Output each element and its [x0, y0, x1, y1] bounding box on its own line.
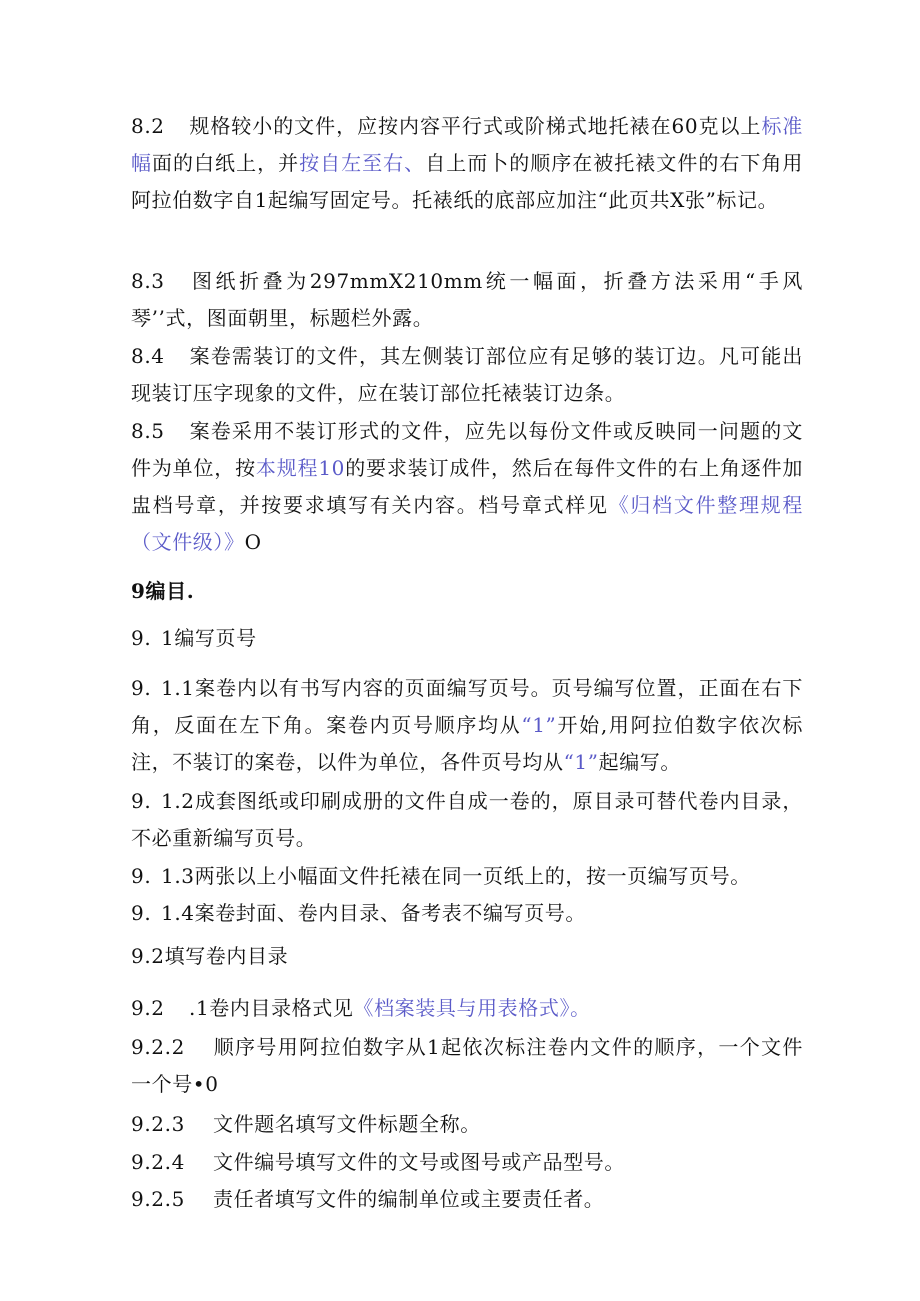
paragraph-9-1-4: 9. 1.4案卷封面、卷内目录、备考表不编写页号。 — [131, 895, 803, 932]
clause-number: 9. — [131, 901, 152, 925]
link-left-to-right[interactable]: 按自左至右、 — [299, 151, 426, 175]
paragraph-9-2-1: 9.2 .1卷内目录格式见《档案装具与用表格式》。 — [131, 990, 803, 1027]
link-standard-size[interactable]: 标准幅 — [131, 114, 804, 175]
heading-9: 9编目. — [131, 579, 195, 603]
clause-number: 9.2.5 — [131, 1187, 185, 1211]
clause-number: 9.2 — [131, 996, 165, 1020]
paragraph-9-1-3: 9. 1.3两张以上小幅面文件托裱在同一页纸上的，按一页编写页号。 — [131, 858, 803, 895]
link-archive-rules[interactable]: 《归档文件整理规程（文件级）》 — [131, 493, 803, 554]
paragraph-8-4: 8.4 案卷需装订的文件，其左侧装订部位应有足够的装订边。凡可能出现装订压字现象的文件，应在装订部位托裱装订边条。 — [131, 338, 803, 412]
paragraph-9-1-1: 9. 1.1案卷内以有书写内容的页面编写页号。页号编写位置，正面在右下角，反面在左下角。案卷内页号顺序均从“1”开始,用阿拉伯数字依次标注，不装订的案卷，以件为单位，各件页号均从“1”起编写。 — [131, 670, 803, 781]
clause-number: 9. — [131, 626, 152, 650]
clause-number: 9.2.4 — [131, 1150, 185, 1174]
paragraph-9-1-2: 9. 1.2成套图纸或印刷成册的文件自成一卷的，原目录可替代卷内目录，不必重新编写页号。 — [131, 783, 803, 857]
heading-9-2: 9.2填写卷内目录 — [131, 944, 289, 968]
paragraph-9-2-4: 9.2.4 文件编号填写文件的文号或图号或产品型号。 — [131, 1144, 803, 1181]
clause-number: 9.2.2 — [131, 1035, 185, 1059]
clause-number: 8.3 — [131, 269, 165, 293]
paragraph-9-2-5: 9.2.5 责任者填写文件的编制单位或主要责任者。 — [131, 1181, 803, 1218]
clause-number: 8.4 — [131, 344, 165, 368]
clause-number: 9. — [131, 864, 152, 888]
link-rule-10[interactable]: 本规程10 — [255, 456, 346, 480]
paragraph-9-2-2: 9.2.2 顺序号用阿拉伯数字从1起依次标注卷内文件的顺序，一个文件一个号•0 — [131, 1029, 803, 1103]
heading-9-1: 9. 1编写页号 — [131, 620, 803, 657]
clause-number: 9. — [131, 789, 152, 813]
clause-number: 8.2 — [131, 114, 165, 138]
clause-number: 8.5 — [131, 419, 165, 443]
clause-number: 9.2.3 — [131, 1112, 185, 1136]
paragraph-8-5: 8.5 案卷采用不装订形式的文件，应先以每份文件或反映同一问题的文件为单位，按本规程10的要求装订成件，然后在每件文件的右上角逐件加盅档号章，并按要求填写有关内容。档号章式样见《归档文件整理规程（文件级）》O — [131, 413, 803, 561]
paragraph-9-2-3: 9.2.3 文件题名填写文件标题全称。 — [131, 1106, 803, 1143]
paragraph-8-3: 8.3 图纸折叠为297mmX210mm统一幅面，折叠方法采用“手风琴’’式，图面朝里，标题栏外露。 — [131, 263, 803, 337]
link-archive-forms[interactable]: 《档案装具与用表格式》。 — [353, 996, 591, 1020]
paragraph-8-2: 8.2 规格较小的文件，应按内容平行式或阶梯式地托裱在60克以上标准幅面的白纸上，并按自左至右、自上而卜的顺序在被托裱文件的右下角用阿拉伯数字自1起编写固定号。托裱纸的底部应加注“此页共X张”标记。 — [131, 108, 803, 219]
clause-number: 9. — [131, 676, 152, 700]
